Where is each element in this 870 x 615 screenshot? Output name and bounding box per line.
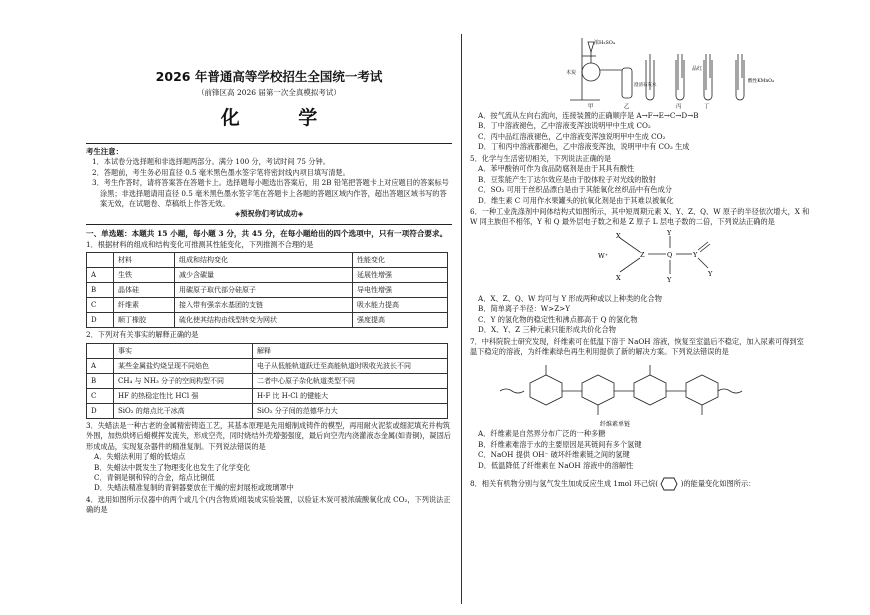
notice-item: 2．答题前，考生务必用直径 0.5 毫米黑色墨水签字笔将密封线内项目填写清楚。 <box>92 167 350 177</box>
table-row <box>87 313 448 328</box>
table-header-cell <box>87 343 114 358</box>
table-cell: SiO₂ 分子间的范德华力大 <box>253 403 448 418</box>
option-d: D．维生素 C 可用作水果罐头的抗氧化剂是由于其难以被氧化 <box>478 195 674 205</box>
fig-label: Y <box>693 250 698 259</box>
table-header-row <box>87 343 448 358</box>
table-header-cell: 解释 <box>253 343 448 358</box>
table-row <box>87 268 448 283</box>
question-2 <box>86 330 452 418</box>
question-stem-part: )的能量变化如图所示： <box>680 479 756 489</box>
question-8 <box>470 477 810 491</box>
table-cell: B <box>87 283 114 298</box>
table-cell: 接入带有强亲水基团的支链 <box>175 298 353 313</box>
exam-title: 2026 年普通高等学校招生全国统一考试 <box>155 69 383 84</box>
q1-table <box>86 252 448 328</box>
option-c: C．NaOH 提供 OH⁻ 破坏纤维素链之间的氢键 <box>478 450 630 460</box>
table-cell: 某些金属盐灼烧呈现不同焰色 <box>114 358 253 373</box>
option-b: B．豆浆能产生丁达尔效应是由于胶体粒子对光线的散射 <box>478 174 656 184</box>
question-stem: 2．下列对有关事实的解释正确的是 <box>86 330 199 340</box>
fig-label: Z <box>640 250 645 259</box>
cellulose-chain-figure <box>470 357 810 429</box>
table-header-cell <box>87 253 114 268</box>
option-a: A．纤维素是自然界分布广泛的一种多糖 <box>478 429 606 439</box>
option-b: B．纤维素难溶于水的主要原因是其链间有多个氢键 <box>478 439 642 449</box>
option-a: A．按气流从左向右流向，连接装置的正确顺序是 A→F→E→C→D→B <box>478 111 699 120</box>
table-cell: 二者中心原子杂化轨道类型不同 <box>253 373 448 388</box>
notice-heading: 考生注意： <box>86 146 123 156</box>
fig-label: X <box>616 231 621 240</box>
cyclohexane-icon <box>660 477 678 491</box>
table-header-row <box>87 253 448 268</box>
table-header-cell: 材料 <box>114 253 175 268</box>
q2-table <box>86 343 448 419</box>
exam-subtitle: （前锋区高 2026 届第一次全真模拟考试） <box>197 88 341 98</box>
header-rule <box>86 143 452 144</box>
option-b: B．失蜡法中既发生了物理变化也发生了化学变化 <box>94 462 251 472</box>
fig-label: Q <box>667 250 673 259</box>
table-cell: 生铁 <box>114 268 175 283</box>
table-row <box>87 298 448 313</box>
wish-line: ◈预祝你们考试成功◈ <box>234 209 304 219</box>
left-column <box>86 34 452 517</box>
table-cell: 顺丁橡胶 <box>114 313 175 328</box>
question-7 <box>470 337 810 472</box>
fig-label: X <box>616 273 621 282</box>
question-6 <box>470 207 810 336</box>
question-stem: 1．根据材料的组成和结构变化可推测其性能变化，下列推测不合理的是 <box>86 239 314 249</box>
table-cell: 延展性增强 <box>353 268 448 283</box>
question-stem: 6．一种工业洗涤剂中间体结构式如图所示，其中短周期元素 X、Y、Z、Q、W 原子的半径依次增大，X 和 W 同主族但不相邻，Y 和 Q 最外层电子数之和是 Z 原子 L 层电子数的二倍，下列说法正确的是 <box>470 206 810 227</box>
table-cell: B <box>87 373 114 388</box>
notice-item: 3．考生作答时，请将答案答在答题卡上。选择题每小题选出答案后，用 2B 铅笔把答题卡上对应题目的答案标号涂黑；非选择题请用直径 0.5 毫米黑色墨水签字笔在答题卡上各题的答题区域内作答，超出答题区域书写的答案无效，在试题卷、草稿纸上作答无效。 <box>92 178 449 209</box>
table-cell: A <box>87 268 114 283</box>
fig-label: 甲 <box>588 104 594 110</box>
table-row <box>87 388 448 403</box>
fig-label: W⁺ <box>598 251 609 260</box>
figure-caption: 纤维素单链 <box>600 421 631 429</box>
fig-label: 丙 <box>676 104 682 110</box>
question-4-options <box>470 111 810 153</box>
table-cell: 用碳原子取代部分硅原子 <box>175 283 353 298</box>
fig-label: 木炭 <box>566 70 577 76</box>
table-header-cell: 组成和结构变化 <box>175 253 353 268</box>
column-divider <box>461 34 462 604</box>
table-cell: 吸水能力提高 <box>353 298 448 313</box>
fig-label: 澄清石灰水 <box>634 83 657 88</box>
option-d: D．丁和丙中溶液都褪色，乙中溶液变浑浊，说明甲中有 CO₂ 生成 <box>478 142 690 152</box>
option-a: A．X、Z、Q、W 均可与 Y 形成两种或以上种类的化合物 <box>478 293 662 303</box>
fig-label: Y <box>667 228 672 237</box>
table-row <box>87 358 448 373</box>
option-c: C．青铜是铜和锌的合金，熔点比铜低 <box>94 472 215 482</box>
question-1 <box>86 240 452 328</box>
question-5 <box>470 154 810 206</box>
table-row <box>87 403 448 418</box>
fig-label: Y <box>708 269 713 278</box>
table-cell: HF 的热稳定性比 HCl 强 <box>114 388 253 403</box>
question-stem: 5．化学与生活密切相关，下列说法正确的是 <box>470 153 612 163</box>
table-cell: A <box>87 358 114 373</box>
option-c: C．Y 的氢化物的稳定性和沸点都高于 Q 的氢化物 <box>478 314 638 324</box>
option-a: A．苯甲酸钠可作为食品防腐剂是由于其具有酸性 <box>478 164 635 174</box>
table-row <box>87 373 448 388</box>
option-b: B．简单离子半径：W>Z>Y <box>478 304 570 314</box>
notice-item: 1．本试卷分选择题和非选择题两部分。满分 100 分，考试时间 75 分钟。 <box>92 157 330 167</box>
question-stem: 4．选用如图所示仪器中的两个或几个(内含物质)组装成实验装置，以验证木炭可被浓硫酸氧化成 CO₂，下列说法正确的是 <box>86 494 451 515</box>
table-cell: 纤维素 <box>114 298 175 313</box>
table-cell: H-F 比 H-Cl 的键能大 <box>253 388 448 403</box>
option-a: A．失蜡法利用了蜡的低熔点 <box>94 452 186 462</box>
fig-label: Y <box>667 275 672 284</box>
question-4-stem <box>86 495 452 516</box>
question-stem: 7．中科院院士研究发现，纤维素可在低温下溶于 NaOH 溶液，恢复至室温后不稳定，加入尿素可得到室温下稳定的溶液，为纤维素绿色再生利用提供了新的解决方案。下列说法错误的是 <box>470 336 804 356</box>
fig-label: 浓H₂SO₄ <box>594 40 615 46</box>
table-cell: 晶体硅 <box>114 283 175 298</box>
option-d: D．低温降低了纤维素在 NaOH 溶液中的溶解性 <box>478 460 634 470</box>
fig-label: 品红 <box>692 66 703 72</box>
table-cell: 强度提高 <box>353 313 448 328</box>
table-cell: C <box>87 388 114 403</box>
option-b: B．丁中溶液褪色，乙中溶液变浑浊说明甲中生成 CO₂ <box>478 121 651 131</box>
table-header-cell: 性能变化 <box>353 253 448 268</box>
section-heading: 一、单选题：本题共 15 小题，每小题 3 分，共 45 分，在每小题给出的四个选项中，只有一项符合要求。 <box>86 228 448 238</box>
notice-block <box>86 147 452 220</box>
table-cell: C <box>87 298 114 313</box>
question-3 <box>86 421 452 494</box>
table-cell: D <box>87 313 114 328</box>
table-cell: 导电性增强 <box>353 283 448 298</box>
right-column <box>470 34 810 492</box>
table-cell: CH₄ 与 NH₃ 分子的空间构型不同 <box>114 373 253 388</box>
table-cell: SiO₂ 的熔点比干冰高 <box>114 403 253 418</box>
apparatus-figure <box>470 34 810 110</box>
table-header-cell: 事实 <box>114 343 253 358</box>
table-cell: 硫化使其结构由线型转变为网状 <box>175 313 353 328</box>
table-cell: 电子从低能轨道跃迁至高能轨道时吸收光波长不同 <box>253 358 448 373</box>
table-cell: D <box>87 403 114 418</box>
option-d: D．失蜡法精准复制的青铜器要放在干燥的密封展柜或玻璃罩中 <box>94 483 294 493</box>
fig-label: 乙 <box>624 104 630 110</box>
subject-title: 化 学 <box>220 107 344 129</box>
question-stem-part: 8．相关有机物分别与氢气发生加成反应生成 1mol 环己烷( <box>470 479 659 489</box>
table-cell: 减少含碳量 <box>175 268 353 283</box>
table-row <box>87 283 448 298</box>
structure-formula-figure <box>470 228 810 294</box>
question-stem: 3．失蜡法是一种古老的金属精密铸造工艺，其基本原理是先用蜡制成铸件的模型，再用耐火泥浆或细泥填充并构筑外围，加热烘烤后蜡模挥发流失，形成空壳，同时烧结外壳增强强度，最后向空壳内浇灌液态金属(如青铜)，凝固后形成成品，实现复杂器件的精准复制。下列说法错误的是 <box>86 420 451 451</box>
option-c: C．SO₂ 可用于丝织品漂白是由于其能氧化丝织品中有色成分 <box>478 185 672 195</box>
option-d: D．X、Y、Z 三种元素只能形成共价化合物 <box>478 325 616 335</box>
fig-label: 丁 <box>704 104 710 110</box>
notice-rule <box>86 224 452 225</box>
fig-label: 酸性KMnO₄ <box>748 79 774 84</box>
option-c: C．丙中品红溶液褪色，乙中溶液变浑浊说明甲中生成 CO₂ <box>478 131 666 141</box>
